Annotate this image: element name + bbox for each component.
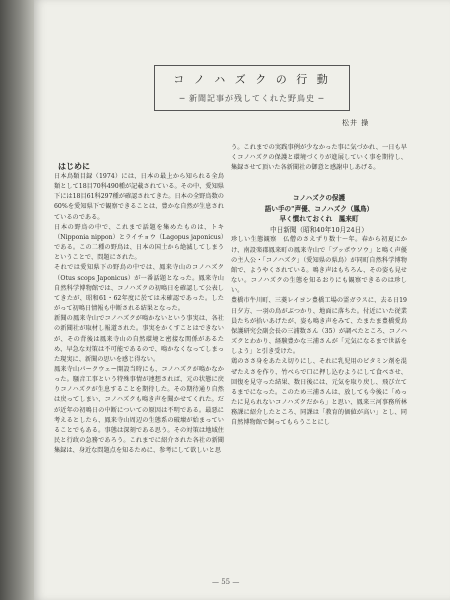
news-dateline: 中日新聞（昭和40年10月24日） bbox=[270, 225, 368, 234]
title-box bbox=[154, 65, 350, 111]
section-heading-intro: はじめに bbox=[58, 161, 90, 171]
article-title: コ ノ ハ ズ ク の 行 動 bbox=[173, 73, 331, 86]
news-subheadline: 早く慣れておくれ 鳳来町 bbox=[279, 215, 359, 224]
section-title-protection: コノハズクの保護 bbox=[292, 194, 346, 203]
right-column bbox=[231, 143, 407, 428]
paragraph: う。これまでの実践事例が少なかった事に気づかれ、一日も早くコノハズクの保護と環境づくりが進展していく事を期待し、集録させて頂いた各新聞社の御意と感謝申しあげる。 bbox=[231, 144, 407, 172]
paragraph: 鶏のささ身をあたえ切りにし、それに乳児用のビタミン剤を混ぜたえさを作り、竹べらで口に押し込むようにして食べさせ、回復を見守った結果、数日後には、元気を取り戻し、飛び立てるまでになった。このため三浦さんは、放しても今後に「めったに見られないコノハズクだから」と思い、鳳来三河事務所林務課に紹介したところ、同課は「教育的価値が高い」とし、同自然博物館で飼ってもらうことにし bbox=[231, 358, 407, 427]
book-binding-gutter bbox=[0, 0, 34, 600]
paragraph: 日本鳥類目録（1974）には、日本の最上から知られる全鳥類として18目70科490種が記載されている。その中、愛知県下には18目61科297種が確認されてきた。日本の全野鳥数の60%を愛知県下で観察できることは、豊かな自然が生息されているのである。 bbox=[54, 173, 224, 221]
paragraph: 日本の野鳥の中で、これまで話題を集めたものは、トキ（Nipponia nippon）とライチョウ（Lagopus japonicus）である。この二種の野鳥は、日本の国土から絶滅してしまうということで、問題にされた。 bbox=[54, 223, 224, 262]
paragraph: 豊橋市牛川町、三菱レイヨン豊橋工場の霊ガラスに、去る日19日夕方、一羽の鳥がぶつかり、地面に落ちた。付近にいた従業員たちが拾いあげたが、姿も鳴き声をみて、たまたま豊橋愛鳥保護研究会副会長の三浦数さん（35）が調べたところ、コノハズクとわかり、経験豊かな三浦さんが「元気になるまで世話をしよう」と引き受けた。 bbox=[231, 297, 407, 356]
article-subtitle: ─ 新聞記事が残してくれた野鳥史 ─ bbox=[179, 94, 325, 103]
paragraph: 新聞の鳳来寺山でコノハズクが鳴かないという事実は、各社の新聞社が取材し報道された。事実をかくすことはできないが、その背後は鳳来寺山の自然環境と密接な関係があるため、早急な対策は不可能であるので、鳴かなくなってしまった現実に、新聞の思いを感じ得ない。 bbox=[54, 315, 224, 363]
paragraph: それでは愛知県下の野鳥の中では、鳳来寺山のコノハズク（Otus scops Japonicus）が一番話題となった。鳳来寺山自然科学博物館では、コノハズクの初鳴日を確認して公表してきたが、昭和61・62年度に於ては未確認であった。したがって初鳴日情報も中断される結果となった。 bbox=[54, 264, 224, 313]
paragraph: 鳳来寺山パークウェー開設当時にも、コノハズクが鳴かなかった。騒音工事という特殊事情が連想されば、元の状態に戻りコノハズクが生息することを期待した。その期待通り自然は戻ってしまい、コノハズクも鳴き声を聞かせてくれた。だが近年の初鳴日の中断についての原因は不明である。最悪に考えるとしたら、鳳来寺山周辺の生態系の破壊が始まっていることでもある。事態は深刻である思う。その対策は地域住民と行政の急務であろう。これまでに紹介された各社の新聞集録は、身近な問題点を知るために、参考にして欲しいと思 bbox=[54, 365, 224, 455]
spacer bbox=[231, 173, 407, 193]
page-number: — 55 — bbox=[212, 578, 240, 586]
news-headline: 語い手の"声優、コノハズク（鳳鳥） bbox=[264, 204, 374, 213]
left-column bbox=[54, 160, 224, 456]
book-page bbox=[34, 0, 450, 600]
paragraph: 珍しい生態観察 仏僧のさえずり数十～年。春から初夏にかけ、南設楽郡鳳来町の鳳来寺山で「ブッポウソウ」と鳴く声優の主人公・「コノハズク」（愛知県の県鳥）が同町自然科学博物館で、ようやくされている。鳴き声はもちろん、その姿も見せない。コノハズクの生態を知るおりにも観察できるのは珍しい。 bbox=[231, 236, 407, 295]
author-name: 松井 操 bbox=[342, 119, 370, 127]
